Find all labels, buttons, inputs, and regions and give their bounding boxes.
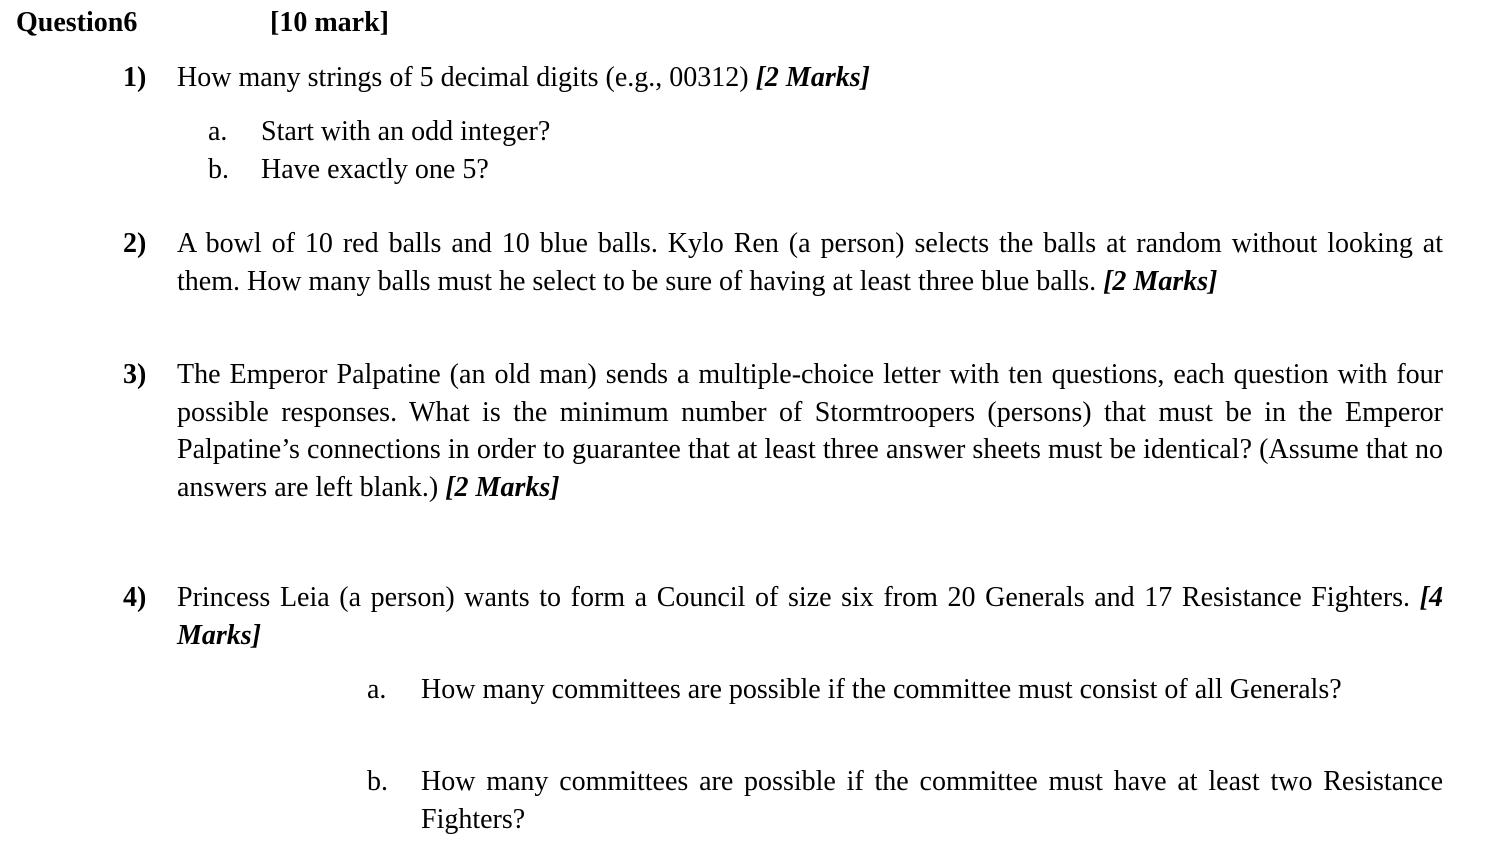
- q1-number: 1): [123, 62, 147, 93]
- q1-body: How many strings of 5 decimal digits (e.g., 00312): [177, 62, 756, 93]
- total-marks: [10 mark]: [270, 7, 389, 38]
- q3-marks: [2 Marks]: [445, 471, 560, 503]
- q4b-label: b.: [367, 766, 388, 797]
- q1-text: [177, 59, 1443, 97]
- q3-text: [177, 356, 1443, 506]
- q2-marks: [2 Marks]: [1103, 265, 1218, 297]
- q3-body: The Emperor Palpatine (an old man) sends a multiple-choice letter with ten questions, each question with four possible responses. What is the minimum number of Stormtroopers (persons) that must be in the Emperor Palpatine’s connections in order to guarantee that at least three answer sheets must be identical? (Assume that no answers are left blank.): [177, 359, 1443, 503]
- q1-marks: [2 Marks]: [755, 62, 870, 93]
- q1b-text: Have exactly one 5?: [261, 154, 489, 185]
- q4a-text: How many committees are possible if the committee must consist of all Generals?: [421, 674, 1342, 705]
- q2-text: [177, 225, 1443, 300]
- q4a-label: a.: [367, 674, 387, 705]
- q3-number: 3): [123, 359, 147, 390]
- q1b-label: b.: [208, 154, 229, 185]
- q1a-text: Start with an odd integer?: [261, 116, 551, 147]
- q2-body: A bowl of 10 red balls and 10 blue balls. Kylo Ren (a person) selects the balls at random without looking at them. How many balls must he select to be sure of having at least three blue balls.: [177, 228, 1443, 297]
- q4-number: 4): [123, 582, 147, 613]
- q4b-text: How many committees are possible if the committee must have at least two Resistance Fighters?: [421, 766, 1443, 835]
- q1a-label: a.: [208, 116, 228, 147]
- q2-number: 2): [123, 228, 147, 259]
- question-title: Question6: [16, 7, 138, 38]
- q4-body: Princess Leia (a person) wants to form a Council of size six from 20 Generals and 17 Resistance Fighters.: [177, 582, 1420, 613]
- q4-marks: [4 Marks]: [177, 582, 1443, 651]
- q4-text: [177, 579, 1443, 654]
